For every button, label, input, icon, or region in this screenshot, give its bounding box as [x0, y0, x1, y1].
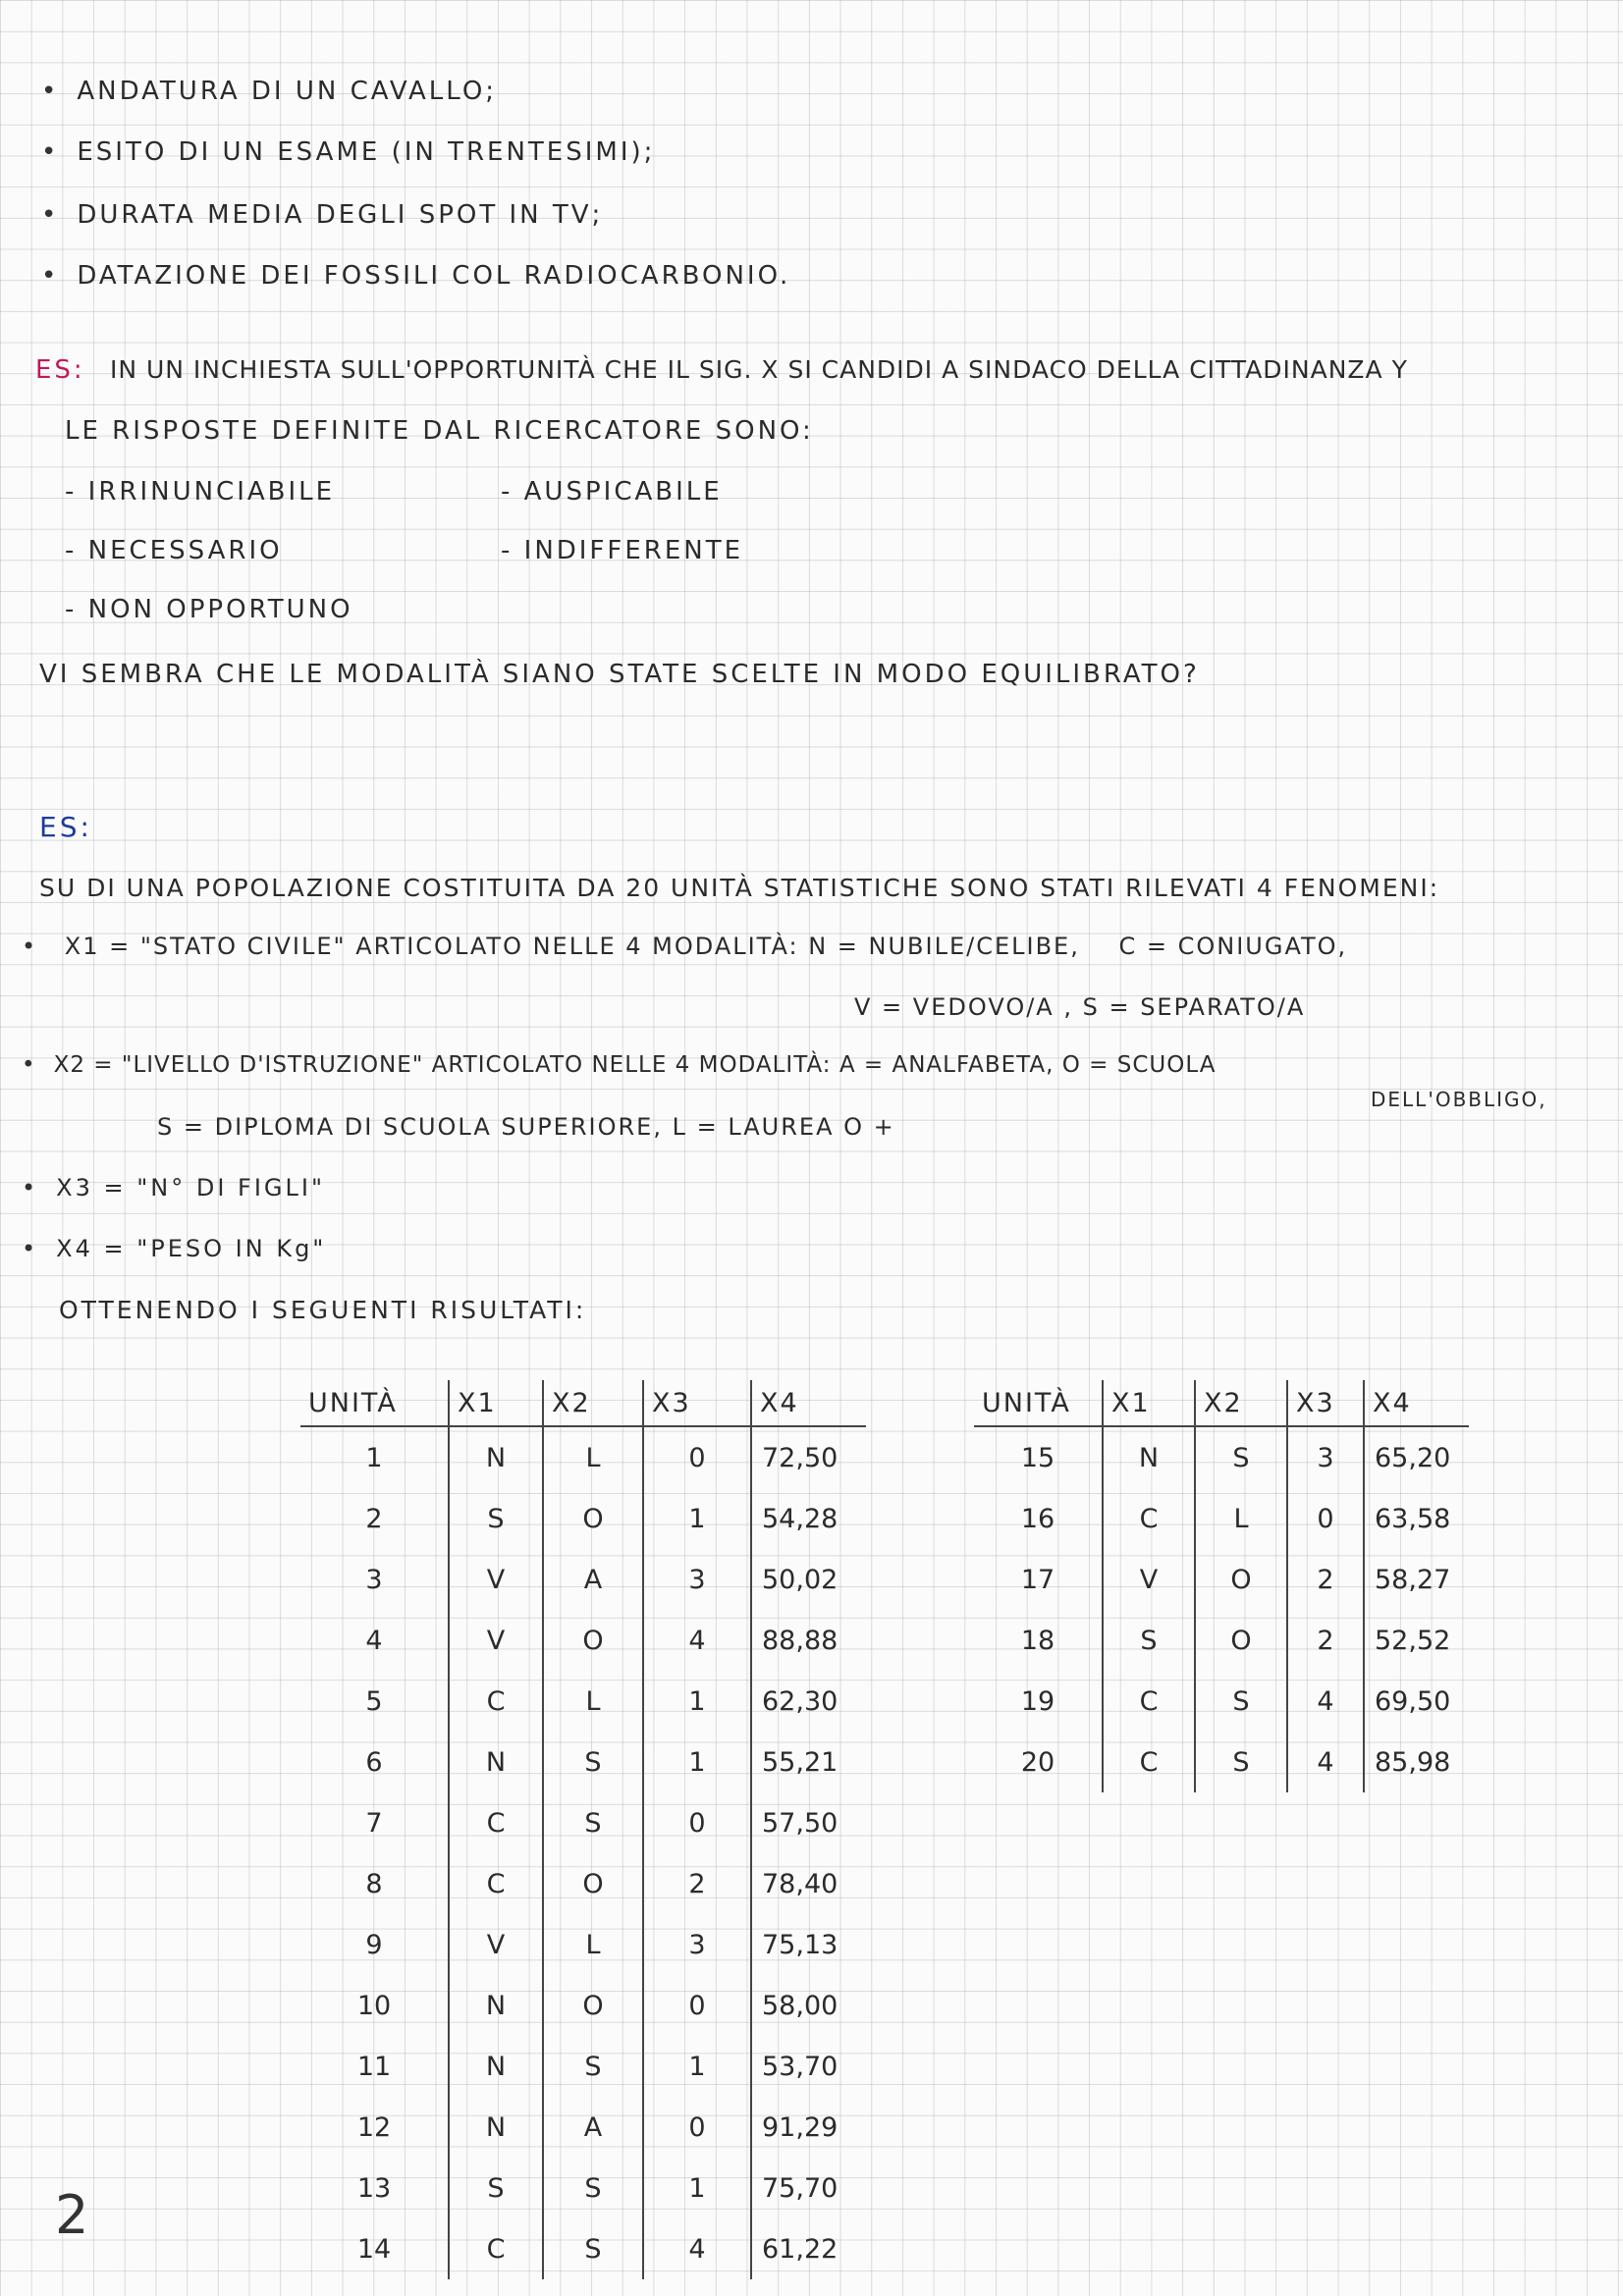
cell-x4: 65,20	[1375, 1442, 1451, 1473]
es2-x2-obbligo: DELL'OBBLIGO,	[1371, 1088, 1547, 1111]
cell-x1: C	[1103, 1671, 1195, 1732]
col-x2: X2	[543, 1380, 643, 1426]
col-x1: X1	[449, 1380, 543, 1426]
cell-x4: 91,29	[762, 2111, 839, 2143]
table-header-row	[300, 1380, 866, 1426]
es2-label: ES:	[39, 811, 92, 843]
col-x1: X1	[1103, 1380, 1195, 1426]
cell-unita: 19	[974, 1671, 1103, 1732]
table-row	[974, 1732, 1469, 1792]
es2-x3-line: • X3 = "N° DI FIGLI"	[22, 1174, 325, 1201]
cell-unita: 4	[300, 1610, 449, 1671]
col-x2: X2	[1195, 1380, 1287, 1426]
cell-unita: 6	[300, 1732, 449, 1792]
cell-x1: N	[449, 1426, 543, 1488]
table-row	[300, 1488, 866, 1549]
table-row	[300, 1853, 866, 1914]
es1-option-1: - IRRINUNCIABILE	[65, 477, 336, 507]
es2-result: OTTENENDO I SEGUENTI RISULTATI:	[59, 1296, 587, 1324]
cell-x3: 4	[1287, 1671, 1364, 1732]
cell-unita: 16	[974, 1488, 1103, 1549]
cell-x2: O	[1195, 1549, 1287, 1610]
data-table-right	[974, 1380, 1469, 1792]
cell-x2: S	[1195, 1732, 1287, 1792]
cell-x1: C	[449, 1853, 543, 1914]
cell-x2: S	[1195, 1426, 1287, 1488]
cell-x2: O	[543, 1488, 643, 1549]
cell-x3: 1	[643, 1488, 751, 1549]
table-row	[974, 1549, 1469, 1610]
es2-x4-line: • X4 = "PESO IN Kg"	[22, 1235, 326, 1262]
cell-x1: C	[449, 1671, 543, 1732]
cell-x2: L	[543, 1671, 643, 1732]
cell-x1: C	[1103, 1732, 1195, 1792]
cell-x2: S	[543, 1732, 643, 1792]
cell-x3: 3	[643, 1549, 751, 1610]
cell-x3: 0	[1287, 1488, 1364, 1549]
intro-item-1: • ANDATURA DI UN CAVALLO;	[41, 77, 497, 106]
cell-x2: A	[543, 2097, 643, 2158]
cell-unita: 5	[300, 1671, 449, 1732]
cell-x3: 4	[643, 1610, 751, 1671]
table-row	[300, 2097, 866, 2158]
data-table-left	[300, 1380, 866, 2279]
table-row	[300, 1610, 866, 1671]
cell-x1: S	[449, 1488, 543, 1549]
table-row	[974, 1426, 1469, 1488]
table-body-right	[974, 1426, 1469, 1792]
es1-label: ES:	[35, 355, 85, 385]
intro-item-2: • ESITO DI UN ESAME (IN TRENTESIMI);	[41, 137, 655, 167]
table-row	[300, 1792, 866, 1853]
cell-x1: C	[1103, 1488, 1195, 1549]
table-row	[974, 1610, 1469, 1671]
cell-unita: 10	[300, 1975, 449, 2036]
cell-x1: C	[449, 2218, 543, 2279]
cell-x1: S	[1103, 1610, 1195, 1671]
cell-x4: 62,30	[762, 1685, 839, 1717]
es2-intro: SU DI UNA POPOLAZIONE COSTITUITA DA 20 UNITÀ STATISTICHE SONO STATI RILEVATI 4 FENOMENI:	[39, 874, 1440, 902]
cell-x2: A	[543, 1549, 643, 1610]
cell-unita: 1	[300, 1426, 449, 1488]
cell-x2: L	[1195, 1488, 1287, 1549]
cell-unita: 20	[974, 1732, 1103, 1792]
cell-x3: 1	[643, 1732, 751, 1792]
cell-x2: O	[1195, 1610, 1287, 1671]
cell-x1: V	[1103, 1549, 1195, 1610]
cell-x4: 88,88	[762, 1625, 839, 1656]
cell-x4: 61,22	[762, 2233, 839, 2265]
cell-x2: S	[543, 1792, 643, 1853]
cell-x3: 2	[1287, 1610, 1364, 1671]
cell-unita: 17	[974, 1549, 1103, 1610]
table-body-left	[300, 1426, 866, 2279]
table-row	[300, 2036, 866, 2097]
cell-x4: 55,21	[762, 1746, 839, 1778]
col-x3: X3	[1287, 1380, 1364, 1426]
es1-question: VI SEMBRA CHE LE MODALITÀ SIANO STATE SCELTE IN MODO EQUILIBRATO?	[39, 660, 1200, 689]
cell-unita: 14	[300, 2218, 449, 2279]
cell-x4: 52,52	[1375, 1625, 1451, 1656]
col-x4: X4	[751, 1380, 866, 1426]
cell-x3: 2	[643, 1853, 751, 1914]
cell-unita: 9	[300, 1914, 449, 1975]
cell-x2: O	[543, 1975, 643, 2036]
cell-x1: N	[1103, 1426, 1195, 1488]
table-row	[300, 1549, 866, 1610]
cell-unita: 13	[300, 2158, 449, 2218]
cell-unita: 7	[300, 1792, 449, 1853]
cell-x4: 72,50	[762, 1442, 839, 1473]
cell-x4: 75,70	[762, 2172, 839, 2204]
cell-x2: S	[543, 2036, 643, 2097]
cell-unita: 18	[974, 1610, 1103, 1671]
cell-x3: 0	[643, 1426, 751, 1488]
cell-x2: S	[543, 2158, 643, 2218]
es1-text: IN UN INCHIESTA SULL'OPPORTUNITÀ CHE IL SIG. X SI CANDIDI A SINDACO DELLA CITTADINANZA Y	[109, 355, 1408, 384]
cell-x3: 0	[643, 1792, 751, 1853]
cell-x1: N	[449, 2097, 543, 2158]
cell-x3: 3	[643, 1914, 751, 1975]
es1-option-5: - NON OPPORTUNO	[65, 595, 353, 624]
table-row	[300, 1671, 866, 1732]
cell-x4: 85,98	[1375, 1746, 1451, 1778]
col-x4: X4	[1364, 1380, 1469, 1426]
col-unita: UNITÀ	[300, 1380, 449, 1426]
table-row	[300, 1732, 866, 1792]
table-row	[300, 1914, 866, 1975]
es1-option-2: - AUSPICABILE	[501, 477, 723, 507]
es1-option-3: - NECESSARIO	[65, 536, 283, 565]
cell-x1: S	[449, 2158, 543, 2218]
cell-x1: V	[449, 1549, 543, 1610]
cell-unita: 12	[300, 2097, 449, 2158]
cell-x4: 50,02	[762, 1564, 839, 1595]
cell-x4: 53,70	[762, 2051, 839, 2082]
cell-x3: 4	[1287, 1732, 1364, 1792]
es1-line2: LE RISPOSTE DEFINITE DAL RICERCATORE SONO:	[65, 416, 814, 446]
cell-x3: 4	[643, 2218, 751, 2279]
cell-x4: 63,58	[1375, 1503, 1451, 1534]
es2-x1-line	[22, 933, 1347, 960]
cell-x2: O	[543, 1610, 643, 1671]
cell-x1: N	[449, 2036, 543, 2097]
cell-x1: N	[449, 1732, 543, 1792]
cell-x1: V	[449, 1914, 543, 1975]
col-x3: X3	[643, 1380, 751, 1426]
cell-x3: 0	[643, 2097, 751, 2158]
table-row	[300, 1975, 866, 2036]
cell-unita: 3	[300, 1549, 449, 1610]
cell-unita: 11	[300, 2036, 449, 2097]
es2-x2-line: • X2 = "LIVELLO D'ISTRUZIONE" ARTICOLATO NELLE 4 MODALITÀ: A = ANALFABETA, O = SCUOLA	[22, 1052, 1216, 1078]
cell-x1: V	[449, 1610, 543, 1671]
cell-x1: C	[449, 1792, 543, 1853]
cell-unita: 15	[974, 1426, 1103, 1488]
intro-item-3: • DURATA MEDIA DEGLI SPOT IN TV;	[41, 200, 603, 230]
table-row	[300, 2158, 866, 2218]
cell-x3: 1	[643, 1671, 751, 1732]
cell-x4: 58,00	[762, 1990, 839, 2021]
cell-x4: 78,40	[762, 1868, 839, 1899]
es2-x1-text: X1 = "STATO CIVILE" ARTICOLATO NELLE 4 MODALITÀ: N = NUBILE/CELIBE,	[64, 933, 1080, 960]
es1-option-4: - INDIFFERENTE	[501, 536, 744, 565]
es2-x2-line2: S = DIPLOMA DI SCUOLA SUPERIORE, L = LAUREA O +	[157, 1113, 895, 1141]
table-header-row	[974, 1380, 1469, 1426]
cell-x2: S	[1195, 1671, 1287, 1732]
cell-unita: 2	[300, 1488, 449, 1549]
intro-item-4: • DATAZIONE DEI FOSSILI COL RADIOCARBONIO.	[41, 261, 790, 291]
cell-x4: 57,50	[762, 1807, 839, 1839]
es1-line1	[35, 355, 1408, 385]
cell-x4: 75,13	[762, 1929, 839, 1960]
cell-x2: O	[543, 1853, 643, 1914]
es2-x1-line2: V = VEDOVO/A , S = SEPARATO/A	[854, 993, 1306, 1021]
cell-x3: 1	[643, 2158, 751, 2218]
table-row	[974, 1671, 1469, 1732]
cell-x3: 1	[643, 2036, 751, 2097]
cell-x3: 2	[1287, 1549, 1364, 1610]
cell-x2: L	[543, 1426, 643, 1488]
cell-unita: 8	[300, 1853, 449, 1914]
es2-x1-coniugato: C = CONIUGATO,	[1118, 933, 1348, 960]
cell-x2: S	[543, 2218, 643, 2279]
cell-x2: L	[543, 1914, 643, 1975]
page-number: 2	[55, 2184, 89, 2246]
cell-x4: 54,28	[762, 1503, 839, 1534]
cell-x3: 3	[1287, 1426, 1364, 1488]
col-unita: UNITÀ	[974, 1380, 1103, 1426]
table-row	[300, 1426, 866, 1488]
table-row	[300, 2218, 866, 2279]
cell-x3: 0	[643, 1975, 751, 2036]
cell-x4: 58,27	[1375, 1564, 1451, 1595]
table-row	[974, 1488, 1469, 1549]
cell-x4: 69,50	[1375, 1685, 1451, 1717]
cell-x1: N	[449, 1975, 543, 2036]
